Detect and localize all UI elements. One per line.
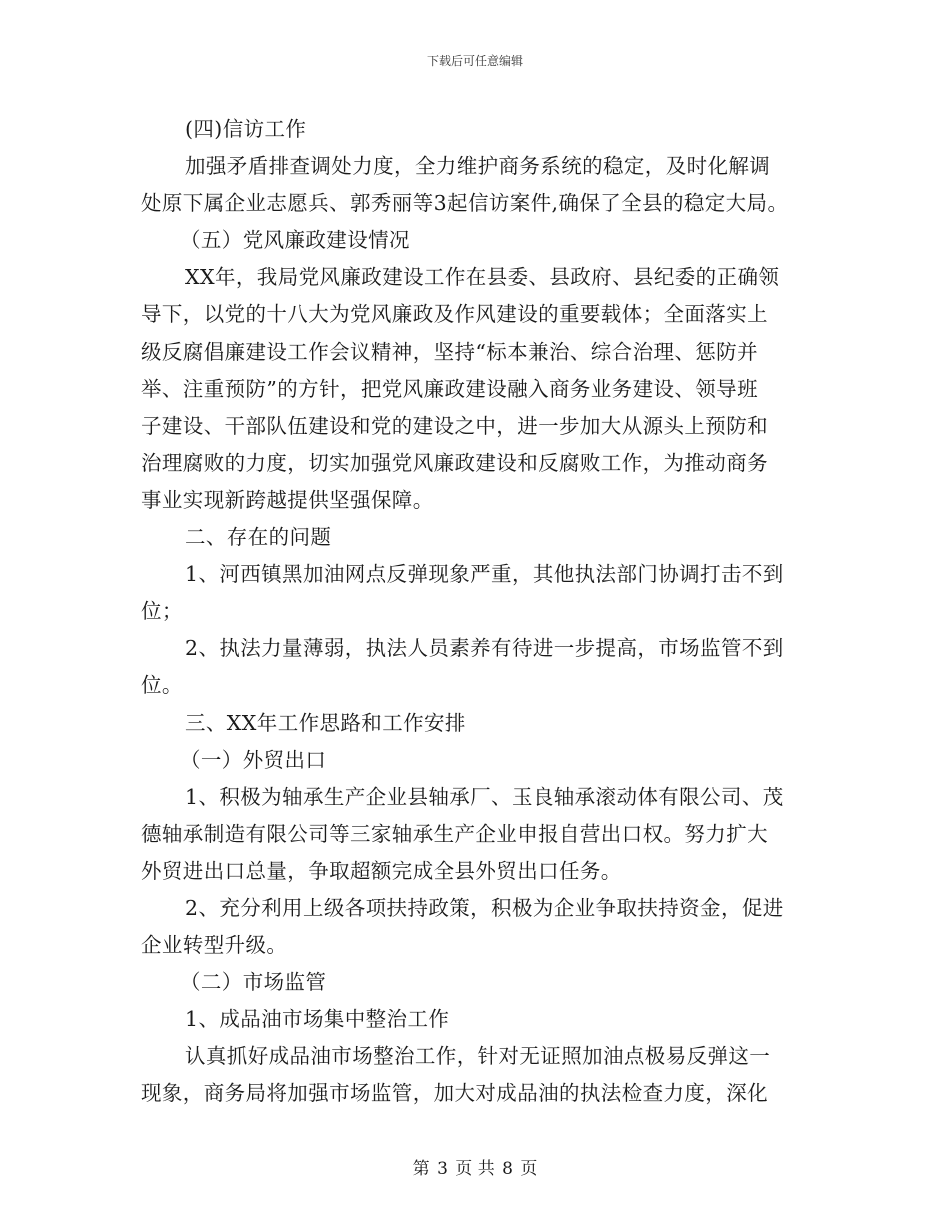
paragraph-line: 德轴承制造有限公司等三家轴承生产企业申报自营出口权。努力扩大	[141, 821, 768, 846]
paragraph-line: XX年，我局党风廉政建设工作在县委、县政府、县纪委的正确领	[185, 265, 780, 290]
document-body	[141, 111, 806, 1113]
page-header: 下载后可任意编辑	[426, 54, 523, 68]
page-number: 3	[437, 1159, 448, 1179]
section-heading-party-integrity: （五）党风廉政建设情况	[180, 228, 410, 253]
paragraph-line: 位；	[141, 599, 183, 624]
paragraph-line: 1、积极为轴承生产企业县轴承厂、玉良轴承滚动体有限公司、茂	[185, 784, 784, 809]
paragraph-line: 2、执法力量薄弱，执法人员素养有待进一步提高，市场监管不到	[185, 636, 784, 661]
page-mid: 页 共	[455, 1159, 495, 1179]
paragraph-line: 加强矛盾排查调处力度，全力维护商务系统的稳定，及时化解调	[185, 154, 771, 179]
page-suffix: 页	[520, 1159, 538, 1179]
paragraph-line: 企业转型升级。	[141, 933, 288, 958]
paragraph-line: 处原下属企业志愿兵、郭秀丽等3起信访案件,确保了全县的稳定大局。	[141, 191, 789, 216]
section-heading-work-plan: 三、XX年工作思路和工作安排	[185, 710, 466, 735]
paragraph-line: 举、注重预防”的方针，把党风廉政建设融入商务业务建设、领导班	[141, 376, 758, 401]
paragraph-line: 认真抓好成品油市场整治工作，针对无证照加油点极易反弹这一	[185, 1044, 771, 1069]
section-heading-foreign-trade: （一）外贸出口	[180, 747, 327, 772]
total-pages: 8	[502, 1159, 513, 1179]
paragraph-line: 导下，以党的十八大为党风廉政及作风建设的重要载体；全面落实上	[141, 302, 768, 327]
paragraph-line: 治理腐败的力度，切实加强党风廉政建设和反腐败工作，为推动商务	[141, 450, 768, 475]
section-heading-problems: 二、存在的问题	[185, 525, 332, 550]
paragraph-line: 子建设、干部队伍建设和党的建设之中，进一步加大从源头上预防和	[141, 413, 768, 438]
page-footer	[0, 1154, 950, 1179]
section-heading-petitions: (四)信访工作	[185, 117, 307, 141]
section-heading-market-supervision: （二）市场监管	[180, 970, 327, 995]
paragraph-line: 1、河西镇黑加油网点反弹现象严重，其他执法部门协调打击不到	[185, 562, 784, 587]
paragraph-line: 外贸进出口总量，争取超额完成全县外贸出口任务。	[141, 858, 622, 883]
paragraph-line: 级反腐倡廉建设工作会议精神，坚持“标本兼治、综合治理、惩防并	[141, 339, 758, 364]
subsection-heading-oil-market: 1、成品油市场集中整治工作	[185, 1007, 450, 1032]
page-prefix: 第	[412, 1159, 430, 1179]
paragraph-line: 事业实现新跨越提供坚强保障。	[141, 487, 434, 512]
paragraph-line: 位。	[141, 673, 183, 698]
paragraph-line: 现象，商务局将加强市场监管，加大对成品油的执法检查力度，深化	[141, 1081, 768, 1106]
paragraph-line: 2、充分利用上级各项扶持政策，积极为企业争取扶持资金，促进	[185, 895, 784, 920]
